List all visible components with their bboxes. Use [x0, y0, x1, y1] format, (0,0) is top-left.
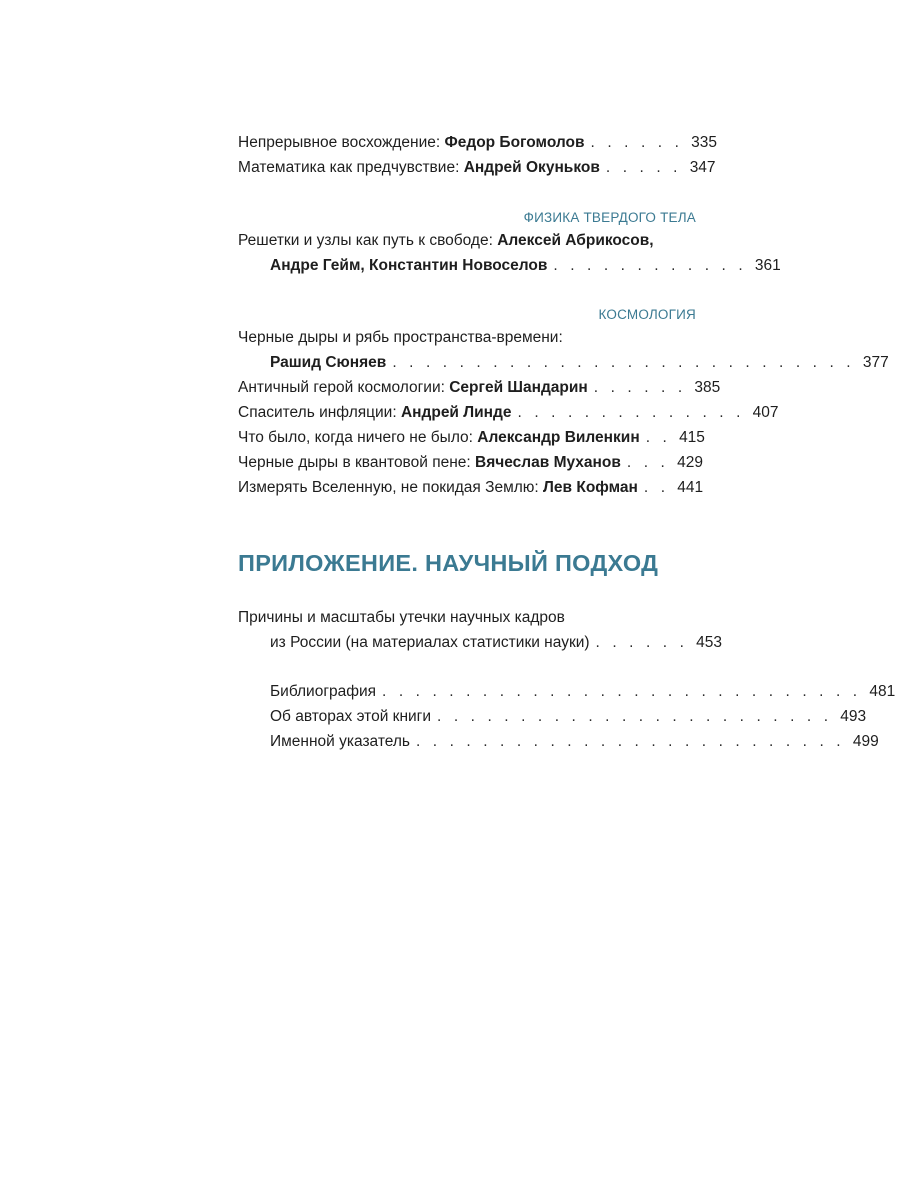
entry-title: Решетки и узлы как путь к свободе: Алексей Абрикосов,	[238, 232, 654, 249]
entry-author: Лев Кофман	[543, 479, 638, 496]
dot-leader: . . . . . .	[590, 134, 684, 151]
toc-entry[interactable]	[238, 400, 779, 425]
dot-leader: . . .	[626, 454, 669, 471]
dot-leader: . .	[645, 429, 671, 446]
toc-entry[interactable]	[238, 130, 718, 155]
toc-entry[interactable]	[238, 605, 723, 655]
appendix-contents	[238, 605, 896, 754]
section-heading-cosmology: КОСМОЛОГИЯ	[598, 307, 696, 322]
dot-leader: . . . . . . . . . . . . . . . . . . . . . . . . . . . .	[392, 354, 855, 371]
entry-author: Александр Виленкин	[477, 429, 640, 446]
page-number: 385	[694, 379, 721, 396]
entry-title: Непрерывное восхождение: Федор Богомолов	[238, 134, 585, 151]
dot-leader: . . . . . . . . . . . . . . . . . . . . . . . . . .	[415, 733, 845, 750]
dot-leader: . . . . . . . . . . . . . . . . . . . . . . . .	[437, 708, 833, 725]
entry-author: Андрей Линде	[400, 404, 512, 421]
page-number: 453	[696, 634, 723, 651]
entry-title: Спаситель инфляции: Андрей Линде	[238, 404, 512, 421]
toc-entry[interactable]	[238, 155, 716, 180]
toc-entry-bibliography[interactable]	[238, 679, 896, 704]
dot-leader: . . . . .	[605, 159, 682, 176]
entry-title: Что было, когда ничего не было: Александр Виленкин	[238, 429, 640, 446]
toc-entry-index[interactable]	[238, 729, 879, 754]
page-number: 481	[869, 683, 896, 700]
dot-leader: . . . . . . . . . . . .	[553, 257, 747, 274]
section-heading-solid-state: ФИЗИКА ТВЕРДОГО ТЕЛА	[523, 210, 696, 225]
page-number: 441	[677, 479, 704, 496]
entry-author: Андрей Окуньков	[463, 159, 600, 176]
entry-title: Черные дыры и рябь пространства-времени:	[238, 329, 563, 346]
entry-title: Античный герой космологии: Сергей Шандарин	[238, 379, 588, 396]
page-number: 407	[752, 404, 779, 421]
chapter-heading-appendix: ПРИЛОЖЕНИЕ. НАУЧНЫЙ ПОДХОД	[238, 550, 659, 576]
toc-entry[interactable]	[238, 450, 703, 475]
table-of-contents	[238, 130, 889, 500]
page-number: 415	[679, 429, 705, 446]
toc-entry[interactable]	[238, 425, 705, 450]
entry-author: Рашид Сюняев	[270, 354, 387, 371]
page-number: 377	[862, 354, 889, 371]
toc-entry[interactable]	[238, 475, 704, 500]
page-number: 499	[852, 733, 879, 750]
page-number: 347	[689, 159, 716, 176]
toc-entry[interactable]	[238, 325, 889, 375]
entry-author: Андре Гейм, Константин Новоселов	[270, 257, 548, 274]
dot-leader: . . . . . .	[595, 634, 689, 651]
dot-leader: . . . . . . . . . . . . . .	[517, 404, 745, 421]
entry-title: Математика как предчувствие: Андрей Окуньков	[238, 159, 600, 176]
entry-author: Алексей Абрикосов,	[497, 232, 654, 249]
entry-title: Именной указатель	[270, 733, 410, 750]
toc-entry[interactable]	[238, 375, 721, 400]
entry-title: Черные дыры в квантовой пене: Вячеслав Муханов	[238, 454, 621, 471]
toc-entry-authors[interactable]	[238, 704, 867, 729]
entry-title: Измерять Вселенную, не покидая Землю: Лев Кофман	[238, 479, 638, 496]
entry-author: Вячеслав Муханов	[475, 454, 621, 471]
dot-leader: . . . . . .	[593, 379, 687, 396]
entry-title: Об авторах этой книги	[270, 708, 431, 725]
entry-author: Сергей Шандарин	[449, 379, 588, 396]
dot-leader: . . . . . . . . . . . . . . . . . . . . . . . . . . . . .	[382, 683, 862, 700]
dot-leader: . .	[643, 479, 670, 496]
page-number: 429	[677, 454, 703, 471]
page-number: 493	[840, 708, 867, 725]
entry-title: Библиография	[270, 683, 377, 700]
entry-author: Федор Богомолов	[444, 134, 585, 151]
toc-entry[interactable]	[238, 228, 781, 278]
page-number: 335	[691, 134, 718, 151]
entry-title-continued: из России (на материалах статистики науки)	[270, 634, 590, 651]
page-number: 361	[754, 257, 781, 274]
entry-title: Причины и масштабы утечки научных кадров	[238, 609, 565, 626]
